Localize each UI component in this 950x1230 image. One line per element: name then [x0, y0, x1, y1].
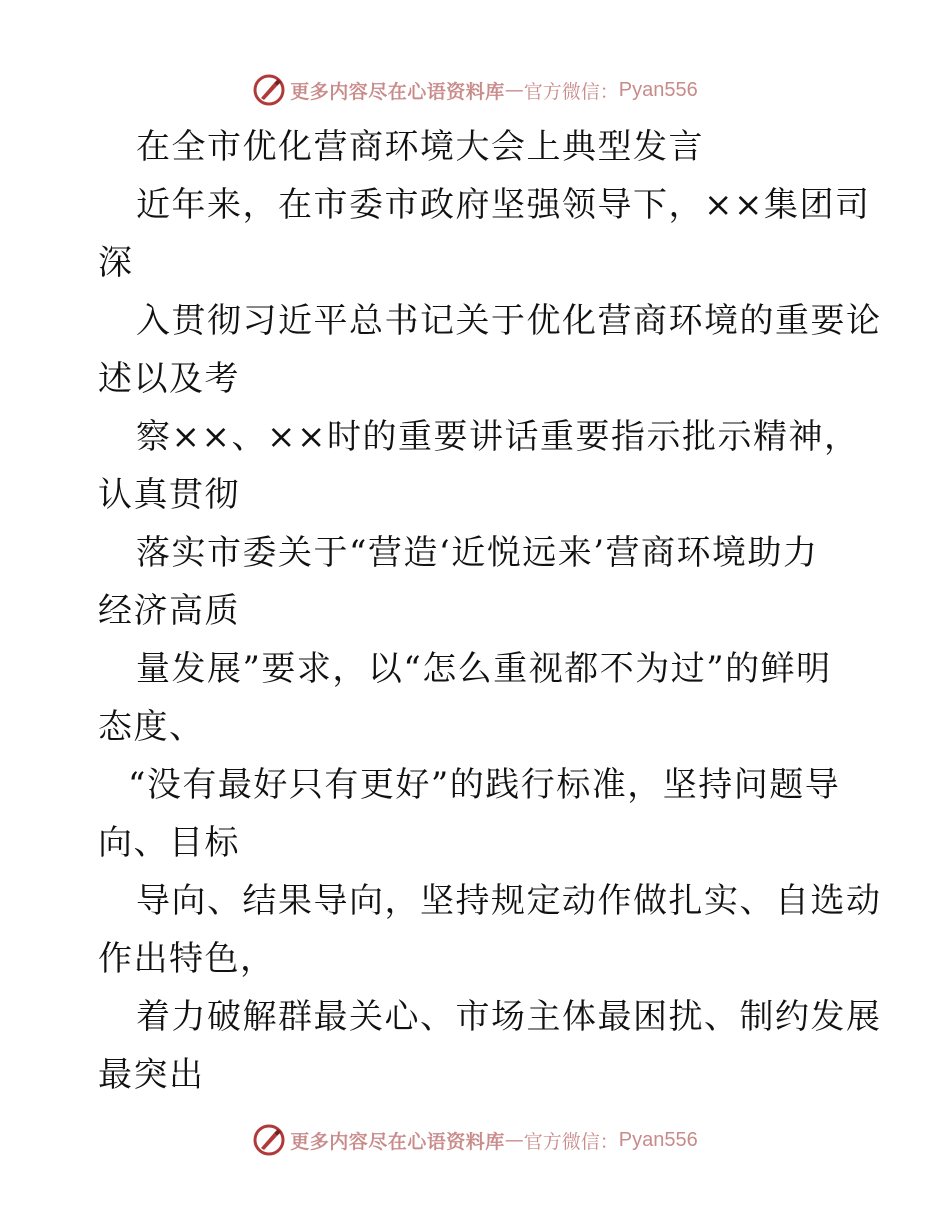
watermark-wechat-id: Pyan556	[618, 78, 698, 101]
paragraph-line: 导向、结果导向，坚持规定动作做扎实、自选动	[136, 881, 882, 921]
paragraph-line: “没有最好只有更好”的践行标准，坚持问题导	[128, 765, 841, 805]
footer-watermark	[0, 1120, 950, 1160]
paragraph-line: 态度、	[98, 707, 205, 747]
paragraph-line: 近年来，在市委市政府坚强领导下，××集团司	[136, 185, 871, 225]
pen-logo-icon	[252, 73, 286, 107]
document-title: 在全市优化营商环境大会上典型发言	[136, 127, 704, 167]
watermark-dash: —	[504, 1129, 524, 1151]
watermark-official-label: 官方微信：	[523, 80, 619, 103]
watermark-official-label: 官方微信：	[523, 1130, 619, 1153]
header-watermark	[0, 70, 950, 110]
watermark-wechat-id: Pyan556	[618, 1128, 698, 1151]
paragraph-line: 深	[98, 243, 134, 283]
paragraph-line: 着力破解群最关心、市场主体最困扰、制约发展	[136, 997, 882, 1037]
document-body	[98, 118, 882, 1104]
paragraph-line: 作出特色，	[98, 939, 276, 979]
paragraph-line: 落实市委关于“营造‘近悦远来’营商环境助力	[136, 533, 819, 573]
paragraph-line: 认真贯彻	[98, 475, 240, 515]
paragraph-line: 述以及考	[98, 359, 240, 399]
paragraph-line: 向、目标	[98, 823, 240, 863]
pen-logo-icon	[252, 1123, 286, 1157]
paragraph-line: 经济高质	[98, 591, 240, 631]
watermark-site-text: 更多内容尽在心语资料库	[290, 1130, 505, 1153]
watermark-dash: —	[504, 79, 524, 101]
paragraph-line: 入贯彻习近平总书记关于优化营商环境的重要论	[136, 301, 882, 341]
paragraph-line: 最突出	[98, 1055, 205, 1095]
watermark-site-text: 更多内容尽在心语资料库	[290, 80, 505, 103]
paragraph-line: 量发展”要求，以“怎么重视都不为过”的鲜明	[136, 649, 832, 689]
paragraph-line: 察××、××时的重要讲话重要指示批示精神，	[136, 417, 860, 457]
